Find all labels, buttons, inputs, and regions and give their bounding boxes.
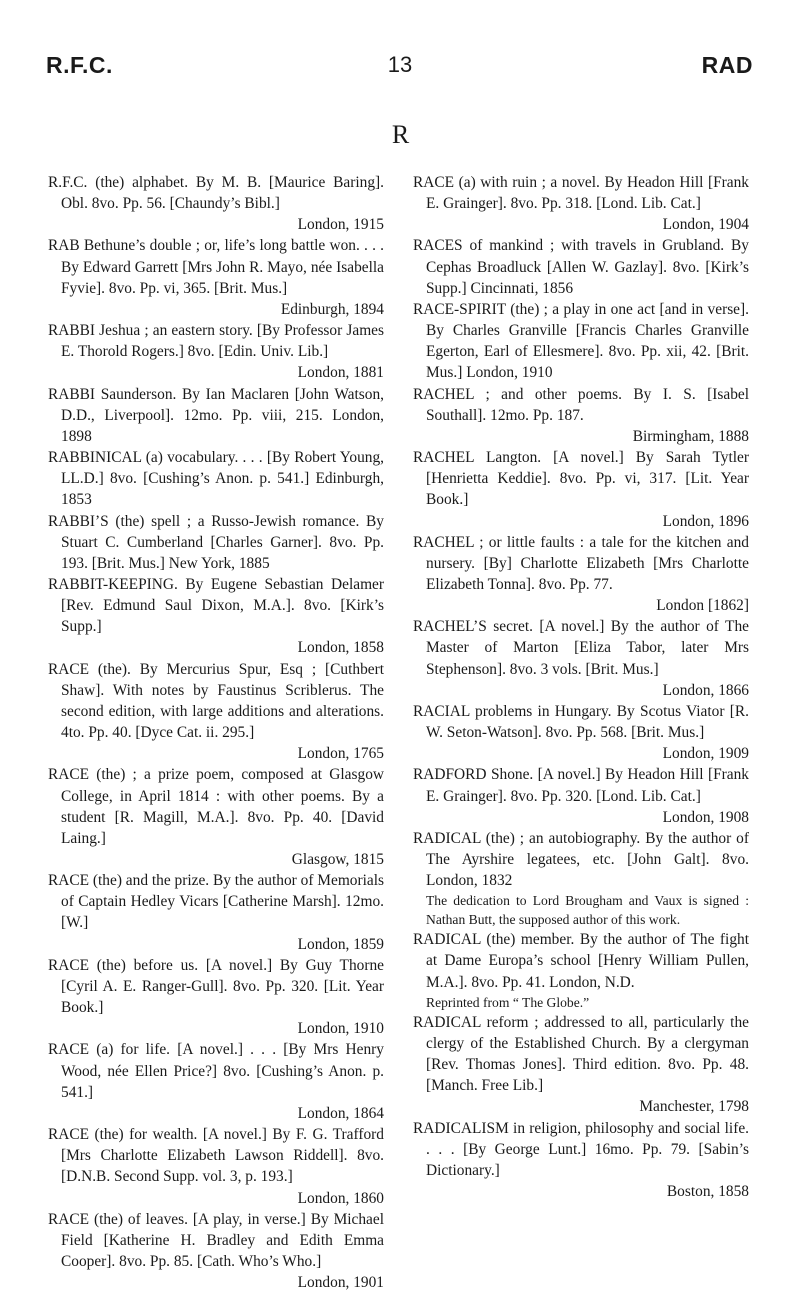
bibliography-entry: [48, 574, 384, 659]
entry-imprint: Glasgow, 1815: [291, 851, 384, 868]
running-head-left: R.F.C.: [46, 52, 113, 78]
entry-text: RABBI Jeshua ; an eastern story. [By Professor James E. Thorold Rogers.] 8vo. [Edin. Univ. Lib.]: [48, 322, 384, 361]
entry-imprint: London, 1765: [297, 745, 384, 763]
entry-text: RABBI Saunderson. By Ian Maclaren [John Watson, D.D., Liverpool]. 12mo. Pp. viii, 215. London, 1898: [48, 385, 384, 445]
entry-text: RAB Bethune’s double ; or, life’s long battle won. . . . By Edward Garrett [Mrs John R. Mayo, née Isabella Fyvie]. 8vo. Pp. vi, 365. [Brit. Mus.]: [48, 237, 384, 297]
page-header: [0, 52, 801, 92]
bibliography-entry: [413, 1012, 749, 1118]
bibliography-entry: [48, 384, 384, 447]
bibliography-entry: [413, 929, 749, 992]
entry-text: RACE (a) with ruin ; a novel. By Headon Hill [Frank E. Grainger]. 8vo. Pp. 318. [Lond. Lib. Cat.]: [413, 174, 749, 213]
bibliography-entry: [48, 1124, 384, 1209]
entry-text: RACIAL problems in Hungary. By Scotus Viator [R. W. Seton-Watson]. 8vo. Pp. 568. [Brit. Mus.]: [413, 702, 749, 742]
entry-imprint: London, 1860: [297, 1189, 384, 1207]
entry-text: RABBINICAL (a) vocabulary. . . . [By Robert Young, LL.D.] 8vo. [Cushing’s Anon. p. 541.] Edinburgh, 1853: [48, 449, 384, 509]
entry-text: RABBI’S (the) spell ; a Russo-Jewish romance. By Stuart C. Cumberland [Charles Garner]. 8vo. Pp. 193. [Brit. Mus.] New York, 1885: [48, 512, 384, 572]
entry-text: RACHEL ; and other poems. By I. S. [Isabel Southall]. 12mo. Pp. 187.: [413, 385, 749, 424]
entry-imprint: Birmingham, 1888: [632, 427, 749, 445]
entry-imprint: London, 1866: [662, 681, 749, 699]
entry-text: RABBIT-KEEPING. By Eugene Sebastian Delamer [Rev. Edmund Saul Dixon, M.A.]. 8vo. [Kirk’s Supp.]: [48, 575, 384, 636]
entry-imprint: London, 1910: [297, 1020, 384, 1038]
bibliography-entry: [48, 764, 384, 870]
bibliography-entry: [48, 235, 384, 320]
bibliography-entry: [413, 1118, 749, 1203]
entry-imprint: London, 1858: [297, 639, 384, 657]
entry-imprint: London, 1881: [297, 364, 384, 382]
entry-text: RACE (the) ; a prize poem, composed at Glasgow College, in April 1814 : with other poems. By a student [R. Magill, M.A.]. 8vo. Pp. 40. [David Laing.]: [48, 766, 384, 847]
right-column: [413, 172, 749, 1202]
bibliography-entry: [48, 870, 384, 955]
running-head-right: RAD: [701, 52, 753, 78]
bibliography-entry: [48, 955, 384, 1040]
left-column: [48, 172, 384, 1293]
bibliography-entry: [48, 172, 384, 235]
entry-text: RACE (the). By Mercurius Spur, Esq ; [Cuthbert Shaw]. With notes by Faustinus Scriblerus. The second edition, with large additions and alterations. 4to. Pp. 40. [Dyce Cat. ii. 295.]: [48, 660, 384, 742]
bibliography-entry: [413, 447, 749, 532]
bibliography-entry: [413, 384, 749, 447]
entry-text: R.F.C. (the) alphabet. By M. B. [Maurice Baring]. Obl. 8vo. Pp. 56. [Chaundy’s Bibl.]: [48, 174, 384, 213]
entry-imprint: London [1862]: [656, 597, 749, 615]
entry-imprint: Boston, 1858: [666, 1183, 749, 1201]
bibliography-entry: [413, 764, 749, 827]
bibliography-entry: [413, 235, 749, 298]
entry-text: RACHEL ; or little faults : a tale for the kitchen and nursery. [By] Charlotte Elizabeth [Mrs Charlotte Elizabeth Tonna]. 8vo. Pp. 77.: [413, 533, 749, 593]
entry-imprint: London, 1915: [297, 216, 384, 234]
bibliography-entry: [48, 320, 384, 383]
entry-text: RACE (the) before us. [A novel.] By Guy Thorne [Cyril A. E. Ranger-Gull]. 8vo. Pp. 320. [Lit. Year Book.]: [48, 956, 384, 1017]
bibliography-entry: [48, 1039, 384, 1124]
entry-note-text: Reprinted from “ The Globe.”: [426, 994, 590, 1010]
bibliography-entry: [413, 616, 749, 701]
entry-text: RACE (the) for wealth. [A novel.] By F. G. Trafford [Mrs Charlotte Elizabeth Lawson Riddell]. 8vo. [D.N.B. Second Supp. vol. 3, p. 193.]: [48, 1126, 384, 1186]
bibliography-entry: [48, 511, 384, 574]
entry-imprint: London, 1859: [297, 935, 384, 953]
entry-imprint: London, 1908: [662, 808, 749, 826]
entry-text: RADICALISM in religion, philosophy and social life. . . . [By George Lunt.] 16mo. Pp. 79. [Sabin’s Dictionary.]: [413, 1119, 749, 1179]
entry-text: RACHEL Langton. [A novel.] By Sarah Tytler [Henrietta Keddie]. 8vo. Pp. vi, 317. [Lit. Year Book.]: [413, 449, 749, 509]
entry-imprint: London, 1896: [662, 512, 749, 530]
bibliography-entry: [48, 1209, 384, 1293]
page-number: 13: [387, 52, 413, 77]
bibliography-entry: [413, 299, 749, 384]
entry-imprint: London, 1901: [297, 1274, 384, 1292]
entry-imprint: London, 1864: [297, 1104, 384, 1122]
entry-imprint: London, 1904: [662, 216, 749, 234]
entry-text: RACE (the) of leaves. [A play, in verse.] By Michael Field [Katherine H. Bradley and Edith Emma Cooper]. 8vo. Pp. 85. [Cath. Who’s Who.]: [48, 1210, 384, 1270]
section-letter: R: [391, 120, 410, 149]
entry-imprint: Edinburgh, 1894: [280, 300, 384, 318]
bibliography-entry: [48, 447, 384, 510]
entry-text: RACES of mankind ; with travels in Grubland. By Cephas Broadluck [Allen W. Gazlay]. 8vo. [Kirk’s Supp.] Cincinnati, 1856: [413, 237, 749, 297]
bibliography-entry: [413, 828, 749, 891]
entry-text: RACE (a) for life. [A novel.] . . . [By Mrs Henry Wood, née Ellen Price?] 8vo. [Cushing’s Anon. p. 541.]: [48, 1041, 384, 1101]
entry-note: [413, 891, 749, 929]
entry-text: RADICAL (the) ; an autobiography. By the author of The Ayrshire legatees, etc. [John Galt]. 8vo. London, 1832: [413, 829, 749, 890]
entry-text: RACE (the) and the prize. By the author of Memorials of Captain Hedley Vicars [Catherine Marsh]. 12mo. [W.]: [48, 872, 384, 932]
bibliography-entry: [413, 701, 749, 764]
bibliography-entry: [413, 532, 749, 617]
entry-note: [413, 993, 749, 1012]
bibliography-entry: [48, 659, 384, 765]
entry-text: RADFORD Shone. [A novel.] By Headon Hill [Frank E. Grainger]. 8vo. Pp. 320. [Lond. Lib. Cat.]: [413, 766, 749, 805]
entry-text: RADICAL (the) member. By the author of The fight at Dame Europa’s school [Henry William Pullen, M.A.]. 8vo. Pp. 41. London, N.D.: [413, 931, 749, 991]
bibliography-entry: [413, 172, 749, 235]
entry-text: RACHEL’S secret. [A novel.] By the author of The Master of Marton [Eliza Tabor, later Mrs Stephenson]. 8vo. 3 vols. [Brit. Mus.]: [413, 618, 749, 678]
entry-text: RADICAL reform ; addressed to all, particularly the clergy of the Established Church. By a clergyman [Rev. Thomas Jones]. Third edition. 8vo. Pp. 48. [Manch. Free Lib.]: [413, 1013, 749, 1095]
entry-text: RACE-SPIRIT (the) ; a play in one act [and in verse]. By Charles Granville [Francis Charles Granville Egerton, Earl of Ellesmere]. 8vo. Pp. xii, 42. [Brit. Mus.] London, 1910: [413, 300, 749, 382]
entry-imprint: Manchester, 1798: [639, 1098, 749, 1116]
entry-imprint: London, 1909: [662, 745, 749, 763]
entry-note-text: The dedication to Lord Brougham and Vaux is signed : Nathan Butt, the supposed author of this work.: [426, 893, 749, 928]
